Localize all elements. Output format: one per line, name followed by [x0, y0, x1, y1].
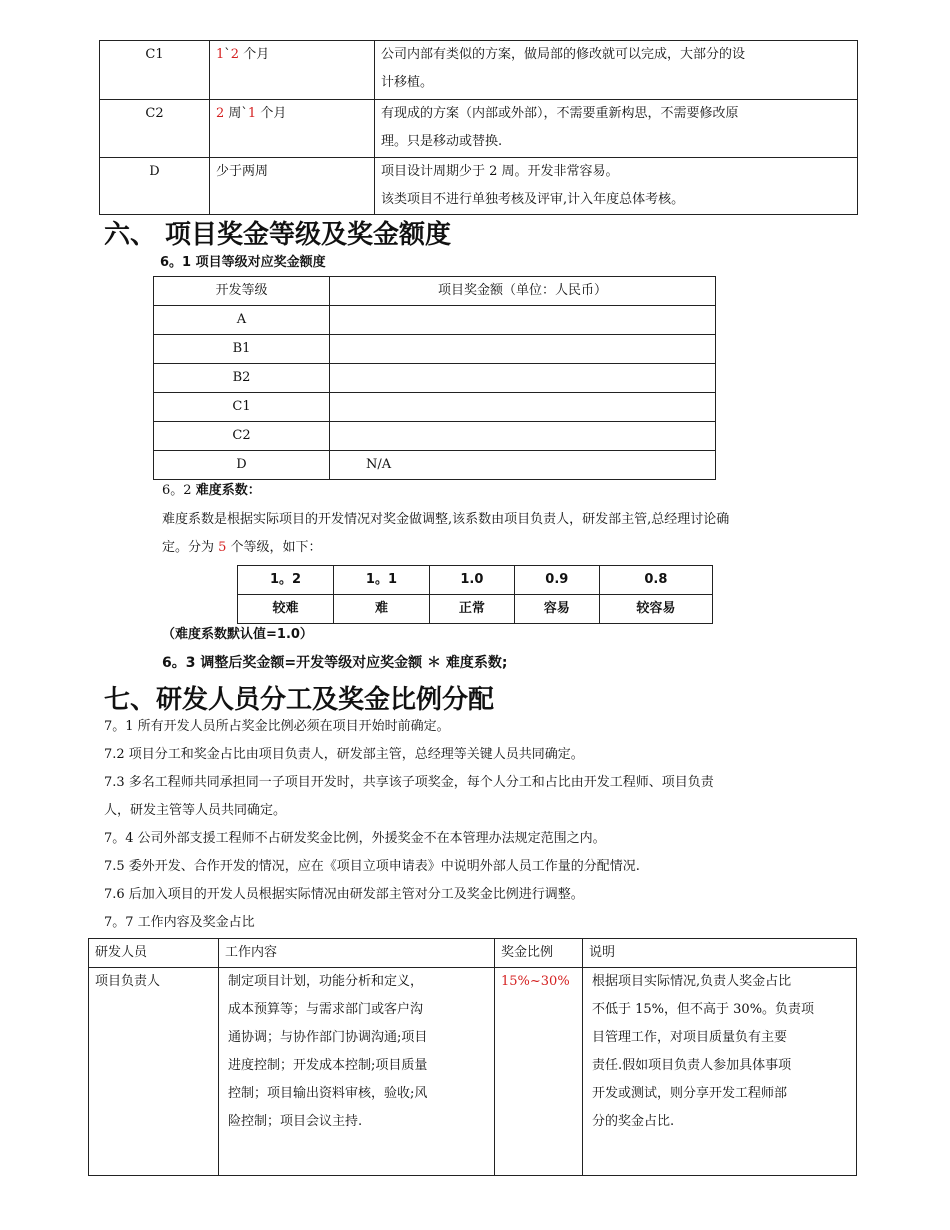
coef-label: 容易	[514, 595, 599, 624]
section7-item: 7。1 所有开发人员所占奖金比例必须在项目开始时前确定。	[104, 719, 450, 734]
coef-value: 1。1	[333, 566, 429, 595]
section7-title: 七、研发人员分工及奖金比例分配	[104, 685, 495, 715]
coef-value: 0.9	[514, 566, 599, 595]
period-cell: 2 周`1 个月	[210, 100, 375, 158]
content-cell: 制定项目计划，功能分析和定义， 成本预算等；与需求部门或客户沟 通协调；与协作部门协调沟通;项目 进度控制；开发成本控制;项目质量 控制；项目输出资料审核，验收;风 险控制；项目会议主持.	[219, 968, 495, 1176]
amount-cell	[330, 306, 716, 335]
top-grade-table	[99, 40, 858, 215]
period-cell: 少于两周	[210, 158, 375, 215]
table-row	[154, 364, 716, 393]
description-cell: 项目设计周期少于 2 周。开发非常容易。 该类项目不进行单独考核及评审,计入年度总体考核。	[375, 158, 858, 215]
table-header	[154, 277, 716, 306]
table-row	[154, 335, 716, 364]
grade-cell: C1	[100, 41, 210, 100]
header-role: 研发人员	[89, 939, 219, 968]
coef-value: 1。2	[238, 566, 334, 595]
description-cell: 有现成的方案（内部或外部），不需要重新构思，不需要修改原 理。只是移动或替换.	[375, 100, 858, 158]
ratio-cell: 15%~30%	[495, 968, 583, 1176]
coef-label: 难	[333, 595, 429, 624]
grade-cell: C2	[100, 100, 210, 158]
role-cell: 项目负责人	[89, 968, 219, 1176]
coef-value: 0.8	[599, 566, 712, 595]
amount-cell	[330, 364, 716, 393]
table-header	[89, 939, 857, 968]
grade-cell: B2	[154, 364, 330, 393]
coef-labels-row	[238, 595, 713, 624]
note-cell: 根据项目实际情况,负责人奖金占比 不低于 15%，但不高于 30%。负责项 目管理工作，对项目质量负有主要 责任.假如项目负责人参加具体事项 开发或测试，则分享开发工程师部 分的奖金占比.	[583, 968, 857, 1176]
grade-cell: B1	[154, 335, 330, 364]
coefficient-table	[237, 565, 713, 624]
section6-title: 六、 项目奖金等级及奖金额度	[104, 220, 452, 250]
section7-item: 7。7 工作内容及奖金占比	[104, 915, 255, 930]
grade-cell: D	[154, 451, 330, 480]
role-table	[88, 938, 857, 1176]
table-row	[89, 968, 857, 1176]
section7-item: 7.2 项目分工和奖金占比由项目负责人，研发部主管，总经理等关键人员共同确定。	[104, 747, 584, 762]
coef-label: 较难	[238, 595, 334, 624]
coef-value: 1.0	[429, 566, 514, 595]
period-cell: 1`2 个月	[210, 41, 375, 100]
section7-item: 7.3 多名工程师共同承担同一子项目开发时，共享该子项奖金，每个人分工和占比由开发工程师、项目负责	[104, 775, 714, 790]
amount-cell	[330, 393, 716, 422]
table-row	[100, 158, 858, 215]
difficulty-paragraph-line1: 难度系数是根据实际项目的开发情况对奖金做调整,该系数由项目负责人，研发部主管,总经理讨论确	[162, 512, 730, 527]
coef-values-row	[238, 566, 713, 595]
table-row	[154, 306, 716, 335]
default-note: （难度系数默认值=1.0）	[162, 627, 313, 642]
section7-item: 7.6 后加入项目的开发人员根据实际情况由研发部主管对分工及奖金比例进行调整。	[104, 887, 584, 902]
coef-label: 正常	[429, 595, 514, 624]
difficulty-paragraph-line2: 定。分为 5 个等级，如下：	[162, 540, 322, 555]
header-content: 工作内容	[219, 939, 495, 968]
section6-sub1: 6。1 项目等级对应奖金额度	[160, 255, 326, 270]
header-note: 说明	[583, 939, 857, 968]
coef-label: 较容易	[599, 595, 712, 624]
header-ratio: 奖金比例	[495, 939, 583, 968]
bonus-table	[153, 276, 716, 480]
amount-cell	[330, 422, 716, 451]
section7-item: 人，研发主管等人员共同确定。	[104, 803, 287, 818]
table-row	[100, 100, 858, 158]
header-amount: 项目奖金额（单位：人民币）	[330, 277, 716, 306]
section7-item: 7。4 公司外部支援工程师不占研发奖金比例，外援奖金不在本管理办法规定范围之内。	[104, 831, 606, 846]
table-row	[154, 451, 716, 480]
table-row	[154, 422, 716, 451]
table-row	[100, 41, 858, 100]
grade-cell: A	[154, 306, 330, 335]
grade-cell: C1	[154, 393, 330, 422]
section6-sub3: 6。3 调整后奖金额=开发等级对应奖金额 ＊ 难度系数;	[162, 655, 508, 671]
grade-cell: D	[100, 158, 210, 215]
description-cell: 公司内部有类似的方案，做局部的修改就可以完成，大部分的设 计移植。	[375, 41, 858, 100]
amount-cell: N/A	[330, 451, 716, 480]
header-grade: 开发等级	[154, 277, 330, 306]
amount-cell	[330, 335, 716, 364]
section7-item: 7.5 委外开发、合作开发的情况，应在《项目立项申请表》中说明外部人员工作量的分配情况.	[104, 859, 640, 874]
grade-cell: C2	[154, 422, 330, 451]
table-row	[154, 393, 716, 422]
section6-sub2: 6。2 难度系数：	[162, 483, 261, 498]
